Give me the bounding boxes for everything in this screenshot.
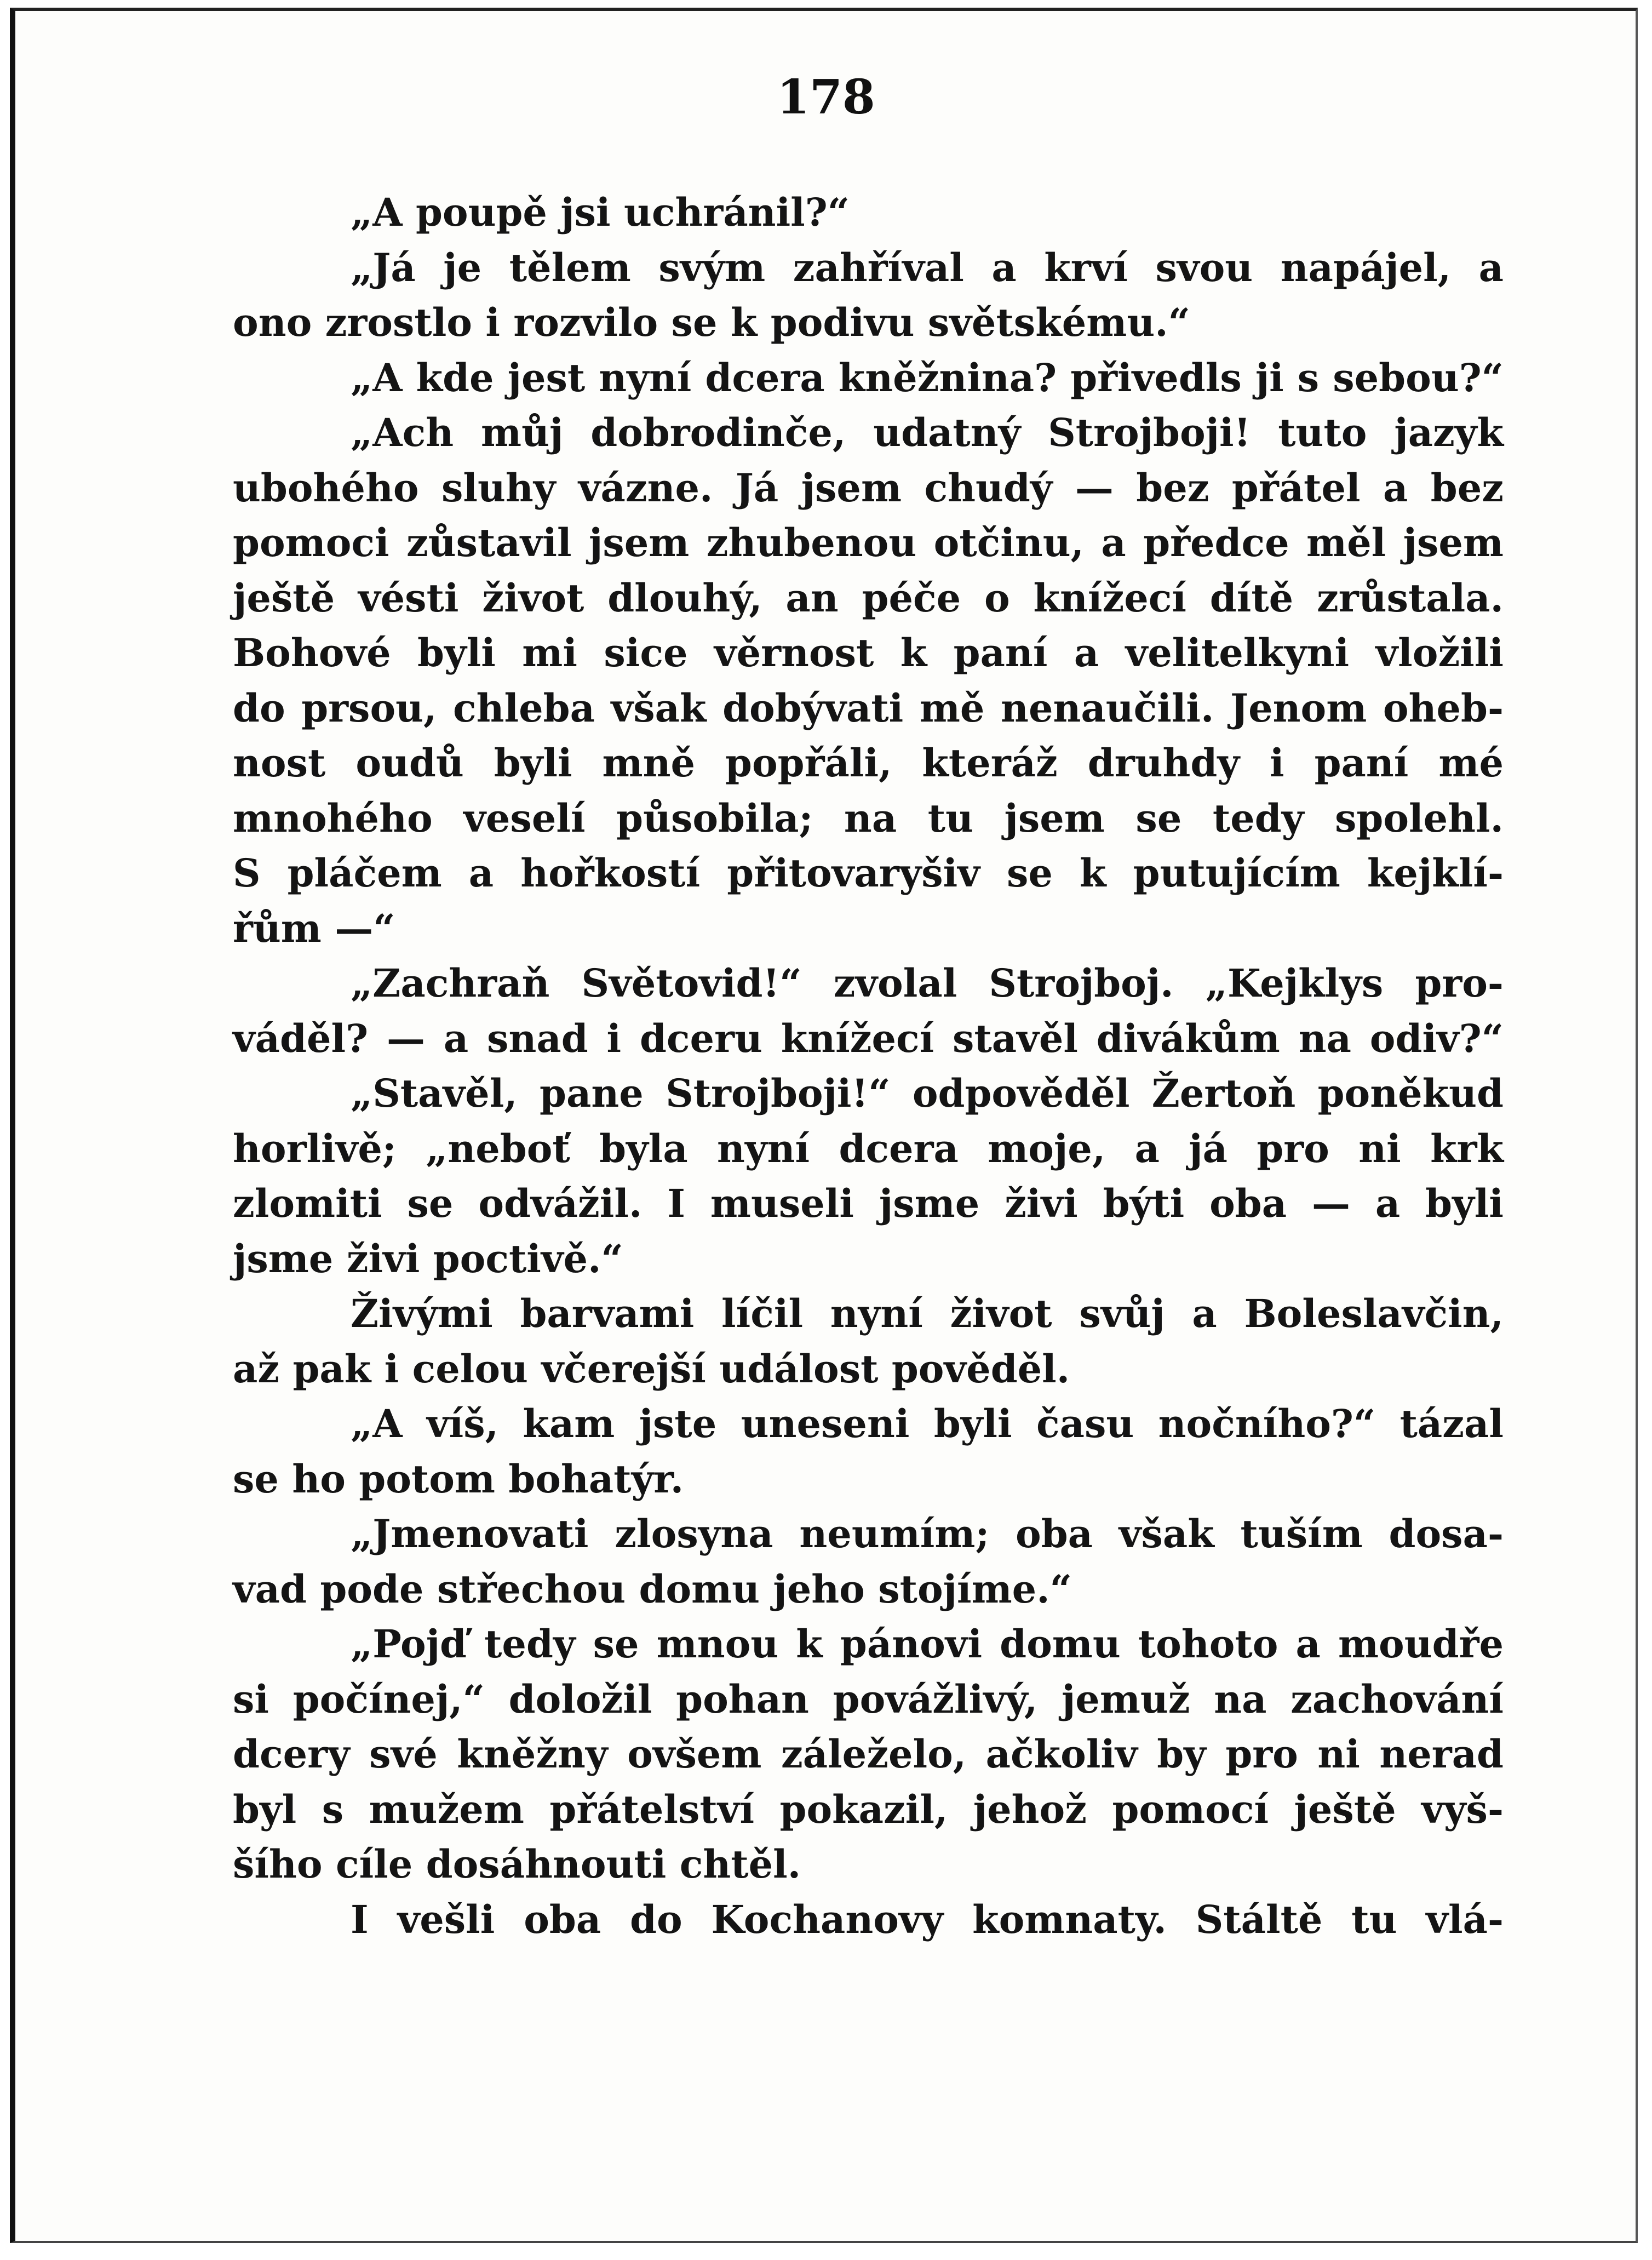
text-line: S pláčem a hořkostí přitovaryšiv se k putujícím kejklí- bbox=[233, 850, 1504, 896]
text-line: byl s mužem přátelství pokazil, jehož pomocí ještě vyš- bbox=[233, 1786, 1504, 1832]
text-line: I vešli oba do Kochanovy komnaty. Stáltě tu vlá- bbox=[351, 1896, 1504, 1942]
text-line: horlivě; „neboť byla nyní dcera moje, a já pro ni krk bbox=[233, 1125, 1504, 1171]
text-line: „Stavěl, pane Strojboji!“ odpověděl Žertoň poněkud bbox=[351, 1071, 1504, 1116]
text-line: „Pojď tedy se mnou k pánovi domu tohoto a moudře bbox=[351, 1621, 1504, 1667]
text-line: ono zrostlo i rozvilo se k podivu světskému.“ bbox=[233, 300, 1190, 345]
text-line: váděl? — a snad i dceru knížecí stavěl divákům na odiv?“ bbox=[233, 1015, 1504, 1061]
text-line: „Ach můj dobrodinče, udatný Strojboji! tuto jazyk bbox=[351, 410, 1504, 455]
text-line: až pak i celou včerejší událost pověděl. bbox=[233, 1346, 1070, 1392]
text-line: dcery své kněžny ovšem záleželo, ačkoliv by pro ni nerad bbox=[233, 1731, 1504, 1777]
text-line: „Jmenovati zlosyna neumím; oba však tuším dosa- bbox=[351, 1511, 1504, 1557]
text-line: se ho potom bohatýr. bbox=[233, 1456, 684, 1502]
text-line: jsme živi poctivě.“ bbox=[233, 1235, 623, 1281]
text-line: Živými barvami líčil nyní život svůj a Boleslavčin, bbox=[351, 1291, 1504, 1336]
text-line: šího cíle dosáhnouti chtěl. bbox=[233, 1841, 801, 1887]
body-text bbox=[233, 185, 1504, 1947]
text-line: nost oudů byli mně popřáli, kteráž druhdy i paní mé bbox=[233, 740, 1504, 786]
page-number: 178 bbox=[777, 70, 875, 125]
text-line: Bohové byli mi sice věrnost k paní a velitelkyni vložili bbox=[233, 630, 1504, 676]
text-line: ještě vésti život dlouhý, an péče o knížecí dítě zrůstala. bbox=[233, 575, 1504, 621]
text-line: „Já je tělem svým zahříval a krví svou napájel, a bbox=[351, 244, 1504, 290]
text-line: řům —“ bbox=[233, 905, 395, 951]
text-line: ubohého sluhy vázne. Já jsem chudý — bez přátel a bez bbox=[233, 465, 1504, 511]
text-line: vad pode střechou domu jeho stojíme.“ bbox=[233, 1566, 1072, 1612]
text-line: do prsou, chleba však dobývati mě nenaučili. Jenom oheb- bbox=[233, 685, 1504, 731]
text-line: „Zachraň Světovid!“ zvolal Strojboj. „Kejklys pro- bbox=[351, 960, 1504, 1006]
text-line: pomoci zůstavil jsem zhubenou otčinu, a předce měl jsem bbox=[233, 520, 1504, 565]
text-line: si počínej,“ doložil pohan povážlivý, jemuž na zachování bbox=[233, 1676, 1504, 1722]
text-line: zlomiti se odvážil. I museli jsme živi býti oba — a byli bbox=[233, 1181, 1504, 1226]
text-line: „A kde jest nyní dcera kněžnina? přivedls ji s sebou?“ bbox=[351, 354, 1504, 400]
text-line: „A víš, kam jste uneseni byli času nočního?“ tázal bbox=[351, 1401, 1504, 1446]
text-line: „A poupě jsi uchránil?“ bbox=[351, 190, 850, 235]
text-line: mnohého veselí působila; na tu jsem se tedy spolehl. bbox=[233, 795, 1504, 841]
